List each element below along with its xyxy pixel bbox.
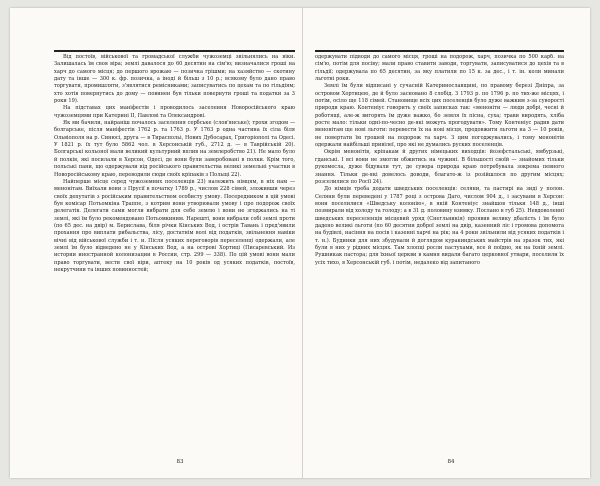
paragraph: Землі їм були відписані у сучасній Катеринославщині, по правому березі Дніпра, за островом Хортицею, де й було засновано 8 слобід. З 1793 р. по 1796 р. по тих-же місцях, і потім, осіло ще 118 сімей. Становище всіх цих поселенців було дуже важким з-за суворості природи краю. Контеніус говорить у своїх записках так: «меноніти — люди добрі, чесні й роботящі, але-ж вигорять їм дуже важко, бо земля їх пісна, суха; трави виродять, хліба росте мало: тільки одні-по-чесно де-які можуть прогодувати». Тому Контеніус радив дати менонітам ще нові льготи: перевести їх на нові місця, продовжити льготи на 3 — 10 років, не повертати їм грошей на подорож та харч. З цим погоджувались, і тому менонітів одержали найбільші привілеї, про які не думались рускиx поселенців. [315, 83, 564, 149]
paragraph: Найперше місце серед чужоземних поселенців 23) належить німцям, в ніх нам — менонітам. Виїхали вони з Прусії в початку 1789 р., числом 228 сімей, зложивши через своїх депутатів з російським правительством особисту умову. Посередником в цій умові був комісар Потьомкіна Траппе, з котрим вони утворювали умову і про подорож своїх делегатів. Делегати сами могли вибрати для себе землю і вони не згоджались на ті землі, які їм було рекомендовано Потьомкиним. Нарешті, вони вибрали собі землі проти (по 65 дес. на двір) м. Берислава, біля річки Кінських Вод, і острів Тавань і пред'явили прохання про виплати рибальства, лісу, достатнім волі від податків, звільнення навіки вічні від військової служби і т. и. Після усяких переговорів переселенці одержали, але землі їм було відведено не у Кінських Вод, а на острові Хортиці (Писаревський. Из истории иностранной колонизации в России, стр. 299 — 338). По цій умові вони мали право торгувати, вести свої віри, аптеку на 10 років од усяких податків, постоїв, некрутчини та інших повинностей; [54, 178, 295, 273]
paragraph: Окрім менонітів, кріпакам й других німецьких виходців: йозефстальські, ямбурзькі, гданські. І всі вони не змогли обжитись на чужині. В більшості своїй — знайомих тільки рукомесла, дуже бідували тут, де сувора природа краю потребувала зокрема певного знання. Тільки де-які довелось доводи, благато-ж із розійшлося по другим місцях; розселилися по Росії 24). [315, 149, 564, 185]
page-number: 83 [176, 459, 184, 465]
book-spread [10, 8, 590, 478]
left-page-text [54, 54, 295, 456]
header-rule [315, 50, 564, 52]
paragraph: На підставах цих маніфестів і проводилось заселення Новоросійського краю чужоземцями при Катерині II, Павлові та Олександрові. [54, 105, 295, 119]
right-page-text [315, 54, 564, 456]
header-rule [54, 50, 295, 52]
right-page [302, 8, 590, 478]
page-number: 84 [447, 459, 455, 465]
paragraph: одержувати підводи до самого місця, гроші на подорож, харч, позичка по 500 карб. на сім'ю, потім для посіву; мали право ставити заводи, торгувати, записуватися до цехів та в гільдії; одержувала по 65 десятин, за яку платили по 15 к. за дес., і т. ін. коли минали льготні роки. [315, 54, 564, 83]
paragraph: Від постоїв, військової та громадської служби чужоземці звільнялись на віки. Залишалась їм своя віра; землі давалося до 60 десятин на сім'ю; визначалися гроші на харч до самого місця; до першого врожаю — позичка грішми; на хазяйство — скотину дату та інше — 300 к. фр. позичка, а іноді й більш з 10 р.; всякому було дано право торгувати, промишляти, з'являтися ремісниками; записуватись по цехам та по гільдіям; хто хотів повернутись до дому — повинен був тільки повернути гроші та податки за 3 роки 19). [54, 54, 295, 105]
left-page [10, 8, 302, 478]
paragraph: Як ми бачили, найраніш почалось заселення сербське (слов'янське); трохи згодом — болгарське, після маніфестів 1762 р. та 1763 р. У 1763 р одна частина їх сіла біля Ольвіополя на р. Синюсі, друга — в Тираспольi, Нових Дубосарах, Григоріополі та Одесі. У 1821 р. їх тут було 5862 чол. в Херсонській губ., 2712 д. — в Таврійській 20). Болгарські кольоної мали великий культурний вплив на землеробство 21). Не мало було й полків, які посилали в Херсон, Одесі, де вони були заверобовані в полки. Крім того, польські пани, що одержували від російського правительства великі земельні участки в Новоросійському краю, переводили сюди своїх кріпаків з Польщі 22). [54, 120, 295, 178]
paragraph: До німців треба додати шведських поселенців: селяни, та пастирі на зиді у полон. Селяни були переведені у 1787 році з острова Даго, числом 904 д., і засувани в Херсон: вони поселилися «Шведську колонію», в якій Контеніус знайшов тільки 148 д., інші позмирали від холоду та голоду; а в 31 д. половину взимку. Послано в губ 25). Невдоволенні шведських переселенців місцевий уряд (Снегльникія) проявив велику дбалість і їм було дадено великі льготи (по 60 десятин доброї землі на двір, казенний ліс і громова допомога на будівлі, насіння на посів і казенні харчі на рік; на 4 роки звільнили від усяких податків і т. н.). Будинки для них збудували й доглядом куракиндських майстрів на зразок тих, які були в них у рідних місцях. Там хлопці росли пастухами, все й поїдно, як на їхній землі. Рушникак пастора; для їхньої церкви в камня видали багато церковної утвари, поселили їх усіх тихо, в Херсонській губ. і потім, недалеко від запитаного [315, 186, 564, 266]
